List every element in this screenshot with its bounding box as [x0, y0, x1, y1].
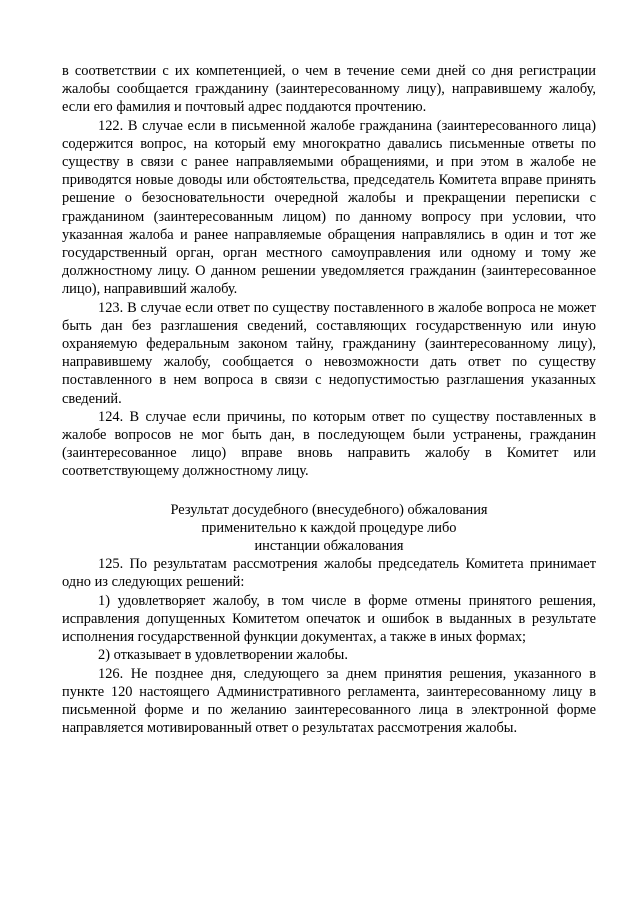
- paragraph-125: 125. По результатам рассмотрения жалобы председатель Комитета принимает одно из следующих решений:: [62, 556, 596, 591]
- paragraph-123: 123. В случае если ответ по существу поставленного в жалобе вопроса не может быть дан без разглашения сведений, составляющих государственную или иную охраняемую федеральным законом тайну, гражданину (заинтересованному лицу), направившему жалобу, сообщается о невозможности дать ответ по существу поставленного в нем вопроса в связи с недопустимостью разглашения указанных сведений.: [62, 299, 596, 407]
- paragraph-124: 124. В случае если причины, по которым ответ по существу поставленных в жалобе вопросов не мог быть дан, в последующем были устранены, гражданин (заинтересованное лицо) вправе вновь направить жалобу в Комитет или соответствующему должностному лицу.: [62, 408, 596, 480]
- section-heading-line: инстанции обжалования: [254, 538, 404, 555]
- paragraph-continuation: в соответствии с их компетенцией, о чем в течение семи дней со дня регистрации жалобы сообщается гражданину (заинтересованному лицу), направившему жалобу, если его фамилия и почтовый адрес поддаются прочтению.: [62, 63, 596, 116]
- paragraph-126: 126. Не позднее дня, следующего за днем принятия решения, указанного в пункте 120 настоящего Административного регламента, заинтересованному лицу в письменной форме и по желанию заинтересованного лица в электронной форме направляется мотивированный ответ о результатах рассмотрения жалобы.: [62, 665, 596, 737]
- section-heading-line: Результат досудебного (внесудебного) обжалования: [170, 501, 488, 518]
- document-page: [62, 62, 596, 737]
- section-heading: [62, 501, 596, 556]
- paragraph-122: 122. В случае если в письменной жалобе гражданина (заинтересованного лица) содержится вопрос, на который ему многократно давались письменные ответы по существу в связи с ранее направляемыми обращениями, и при этом в жалобе не приводятся новые доводы или обстоятельства, председатель Комитета вправе принять решение о безосновательности очередной жалобы и прекращении переписки с гражданином (заинтересованным лицом) по данному вопросу при условии, что указанная жалоба и ранее направляемые обращения направлялись в один и тот же государственный орган, орган местного самоуправления или одному и тому же должностному лицу. О данном решении уведомляется гражданин (заинтересованное лицо), направивший жалобу.: [62, 117, 596, 298]
- section-heading-line: применительно к каждой процедуре либо: [201, 519, 457, 536]
- list-item-2: 2) отказывает в удовлетворении жалобы.: [98, 647, 348, 664]
- list-item-1: 1) удовлетворяет жалобу, в том числе в форме отмены принятого решения, исправления допущенных Комитетом опечаток и ошибок в выданных в результате исполнения государственной функции документах, а также в иных формах;: [62, 592, 596, 646]
